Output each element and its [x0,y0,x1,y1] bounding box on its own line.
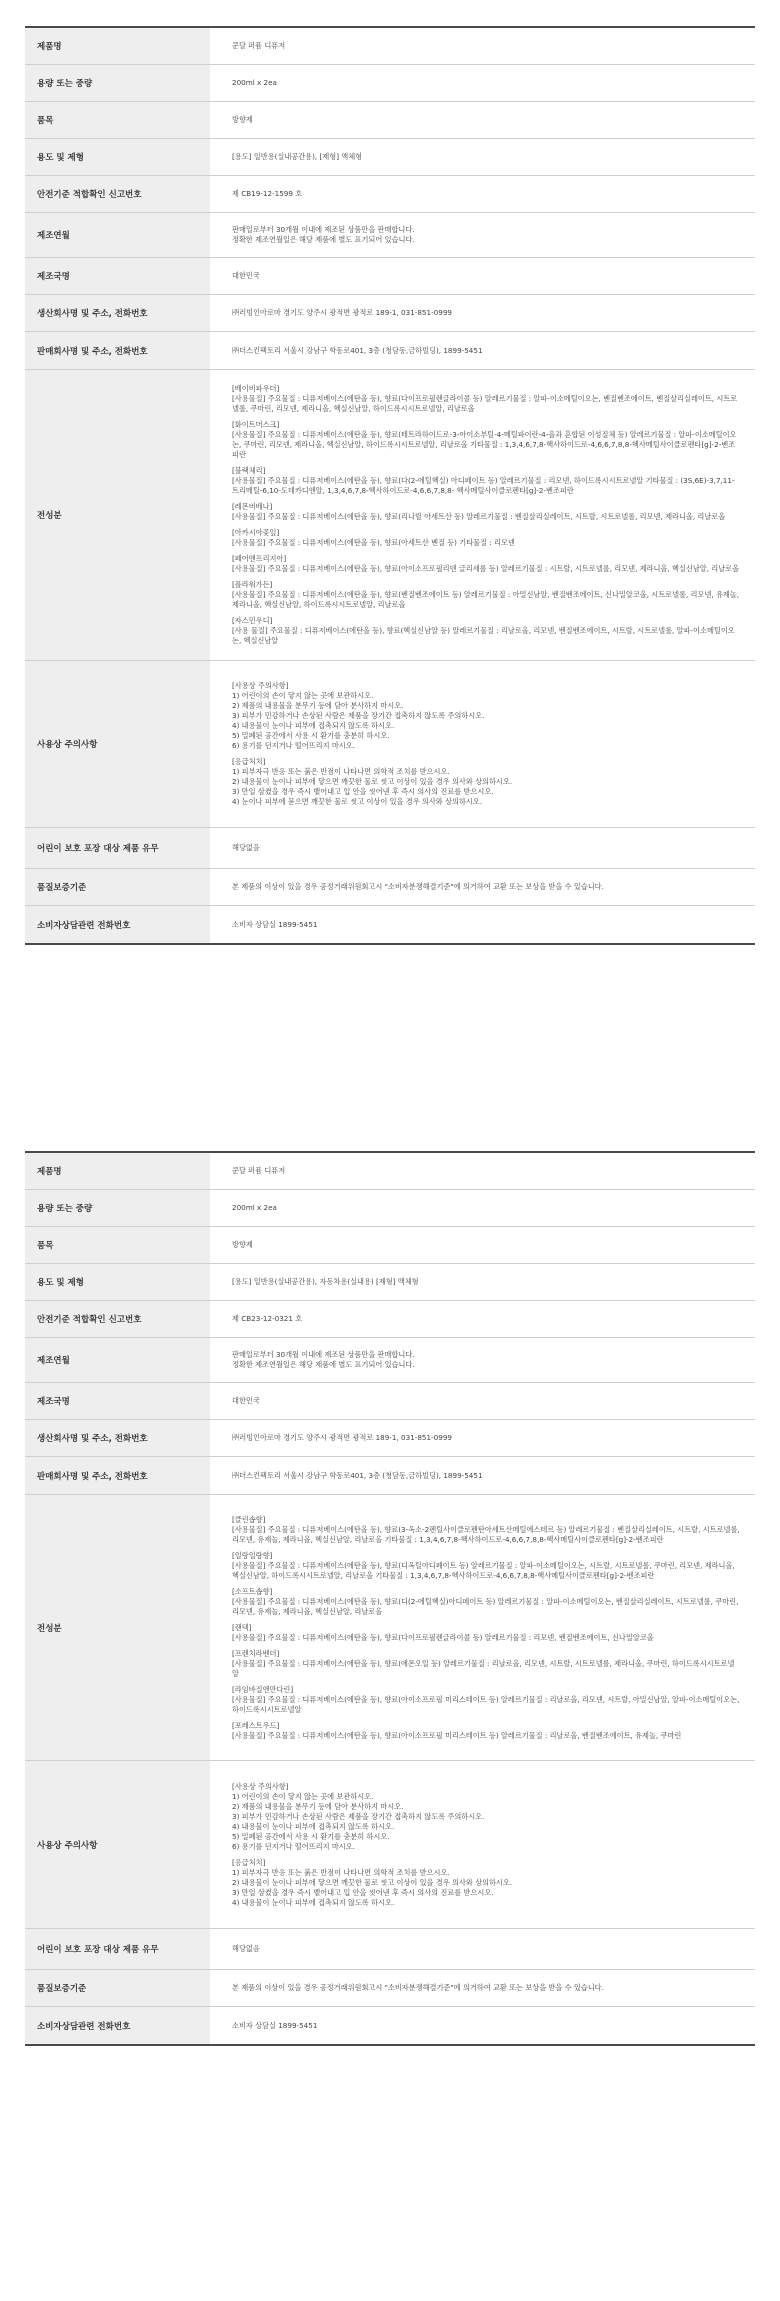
section-title: [라임바질앤만다린] [232,1684,294,1694]
row-value [210,661,755,827]
row-manufacturer [25,295,755,332]
row-value [210,28,755,64]
row-label: 사용상 주의사항 [25,1761,210,1928]
row-item-type [25,1227,755,1264]
row-precautions [25,661,755,828]
value-section [232,528,741,548]
value-line: 대한민국 [232,271,260,280]
row-label: 제조연월 [25,213,210,257]
section-text: [사용물질] 주요물질 : 디퓨저베이스(에탄올 등), 향료(리나릴 아세트산 등) 알레르기물질 : 벤질살리실레이트, 시트랄, 시트로넬롤, 리모넨, 제라니올, 리날로올 [232,512,726,521]
section-title: [블랙체리] [232,466,266,475]
value-line: ㈜러빙인아로마 경기도 양주시 광적면 광적로 189-1, 031-851-0999 [232,1433,452,1442]
row-quality-guarantee [25,1970,755,2007]
row-usage-form [25,139,755,176]
section-text: [사용물질] 주요물질 : 디퓨저베이스(에탄올 등), 향료(다이프로필렌글라이콜 등) 알레르기물질 : 알파-이소메틸이오논, 벤질벤조에이트, 벤질살리실레이트, 시트로넬롤, 쿠마린, 리모넨, 제라니올, 헥실신남알, 하이드록시시트로넬알, 리날로올 [232,394,738,413]
row-value [210,102,755,138]
value-line: 방향제 [232,1240,253,1249]
value-section [232,554,741,574]
value-line: 200ml x 2ea [232,78,277,87]
row-manufacture-date [25,213,755,258]
row-value [210,1301,755,1337]
section-title: [사용상 주의사항] [232,1781,289,1791]
row-value [210,1761,755,1928]
value-line: 제 CB19-12-1599 호 [232,189,303,198]
row-label: 소비자상담관련 전화번호 [25,2007,210,2044]
value-line: 방향제 [232,115,253,124]
value-section [232,1685,741,1715]
row-value [210,370,755,660]
section-text: [사용물질] 주요물질 : 디퓨저베이스(에탄올 등), 향료(에몬오일 등) 알레르기물질 : 리날로올, 리모넨, 시트랄, 시트로넬롤, 제라니올, 쿠마린, 하이드록시시트로넬알 [232,1658,735,1678]
value-line: 정확한 제조연월일은 해당 제품에 별도 표기되어 있습니다. [232,235,415,244]
row-ingredients [25,1495,755,1761]
section-text: [사용물질] 주요물질 : 디퓨저베이스(에탄올 등), 향료(디옥틸아디페이트 등) 알레르기물질 : 알파-이소메틸이오논, 시트랄, 시트로넬롤, 쿠마린, 리모넨, 제라니올, 헥실신남알, 하이드록시시트로넬알, 리날로올 기타물질 : 1,3,4,6,7,8-헥사하이드로-4,6,6,7,8,8-헥사메틸사이클로펜타[g]-2-벤조피란 [232,1560,738,1580]
row-label: 판매회사명 및 주소, 전화번호 [25,1457,210,1494]
row-seller [25,1457,755,1495]
row-precautions [25,1761,755,1929]
value-section [232,1721,741,1741]
value-section [232,1587,741,1617]
row-value [210,213,755,257]
value-line: 해당없음 [232,843,260,852]
row-value [210,1495,755,1760]
row-value [210,65,755,101]
row-seller [25,332,755,370]
row-label: 용량 또는 중량 [25,65,210,101]
value-section [232,616,741,646]
section-text: [사용물질] 주요물질 : 디퓨저베이스(에탄올 등), 향료(테트라하이드로-3-아이소부틸-4-메틸파이란-4-올과 혼합된 이성질체 등) 알레르기물질 : 알파-이소메틸이오논, 쿠마린, 리모넨, 제라니올, 헥실신남알, 하이드록시시트로넬알, 리날로올 기타물질 : 1,3,4,6,7,8-헥사하이드로-4,6,6,7,8,8-헥사메틸사이클로펜타[g]-2-벤조피란 [232,430,737,459]
row-safety-report-number [25,1301,755,1338]
row-value [210,1190,755,1226]
row-label: 품질보증기준 [25,869,210,905]
value-line: 소비자 상담실 1899-5451 [232,919,318,929]
row-label: 어린이 보호 포장 대상 제품 유무 [25,1929,210,1969]
row-consumer-contact [25,906,755,945]
row-value [210,295,755,331]
row-product-name [25,26,755,65]
row-capacity [25,1190,755,1227]
product-info-table-2 [25,1151,755,2046]
row-value [210,1457,755,1494]
row-usage-form [25,1264,755,1301]
section-title: [응급처치] [232,757,266,766]
row-value [210,176,755,212]
value-section [232,466,741,496]
value-line: [용도] 일반용(실내공간용), [제형] 액체형 [232,152,363,161]
row-label: 안전기준 적합확인 신고번호 [25,176,210,212]
value-section [232,502,741,522]
section-text: [사용물질] 주요물질 : 디퓨저베이스(에탄올 등), 향료(아세트산 벤질 등) 기타물질 : 리모넨 [232,538,515,547]
row-value [210,1420,755,1456]
section-title: [페어앤프리지아] [232,554,287,563]
section-text: [사용물질] 주요물질 : 디퓨저베이스(에탄올 등), 향료(아이소프로필 미리스테이트 등) 알레르기물질 : 리날로올, 벤질벤조에이트, 유제놀, 쿠마린 [232,1730,682,1740]
row-label: 소비자상담관련 전화번호 [25,906,210,943]
row-value [210,139,755,175]
row-child-protection [25,1929,755,1970]
value-line: 200ml x 2ea [232,1203,277,1212]
value-line: 해당없음 [232,1944,260,1953]
value-section [232,757,741,807]
section-title: [포레스트우드] [232,1720,280,1730]
section-text: [사용물질] 주요물질 : 디퓨저베이스(에탄올 등), 향료(3-옥소-2펜틸사이클로펜탄아세트산메틸에스테르 등) 알레르기물질 : 벤질살리실레이트, 시트랄, 시트로넬롤, 리모넨, 유제놀, 제라니올, 헥실신남알, 리날로올 기타물질 : 1,3,4,6,7,8-헥사하이드로-4,6,6,7,8,8-헥사메틸사이클로펜타[g]-2-벤조피란 [232,1524,742,1544]
row-label: 제조국명 [25,1383,210,1419]
row-manufacture-date [25,1338,755,1383]
value-line: 본 제품의 이상이 있을 경우 공정거래위원회고시 "소비자분쟁해결기준"에 의거하여 교환 또는 보상을 받을 수 있습니다. [232,882,604,891]
row-label: 제품명 [25,1153,210,1189]
row-label: 용량 또는 중량 [25,1190,210,1226]
section-title: [아카시아꽃잎] [232,528,280,537]
value-line: 판매일로부터 30개월 이내에 제조된 상품만을 판매합니다. [232,1350,415,1359]
section-title: [베이비파우더] [232,384,280,393]
row-capacity [25,65,755,102]
row-value [210,1227,755,1263]
value-section [232,384,741,414]
row-country-of-origin [25,258,755,295]
value-line: ㈜더스킨팩토리 서울시 강남구 학동로401, 3층 (청담동,금하빌딩), 1899-5451 [232,345,483,355]
value-line: 정확한 제조연월일은 해당 제품에 별도 표기되어 있습니다. [232,1360,415,1369]
row-label: 안전기준 적합확인 신고번호 [25,1301,210,1337]
product-info-table-1 [25,26,755,945]
row-label: 제조국명 [25,258,210,294]
section-title: [화이트머스크] [232,420,280,429]
section-title: [프렌치라벤더] [232,1648,280,1658]
row-value [210,828,755,868]
section-text: 1) 피부자극 반응 또는 붉은 반점이 나타나면 의학적 조치를 받으시오. 2) 내용물이 눈이나 피부에 닿으면 깨끗한 물로 씻고 이상이 있을 경우 의사와 상의하시오. 3) 만일 삼켰을 경우 즉시 뱉어내고 입 안을 씻어낸 후 즉시 의사의 진료를 받으시오. 4) 내용물이 눈이나 피부에 접촉되지 않도록 하시오. [232,1867,513,1907]
row-value [210,1929,755,1969]
value-line: 본 제품의 이상이 있을 경우 공정거래위원회고시 "소비자분쟁해결기준"에 의거하여 교환 또는 보상을 받을 수 있습니다. [232,1983,604,1992]
row-consumer-contact [25,2007,755,2046]
row-label: 사용상 주의사항 [25,661,210,827]
section-text: 1) 어린이의 손이 닿지 않는 곳에 보관하시오. 2) 제품의 내용물을 분무기 등에 담아 분사하지 마시오. 3) 피부가 민감하거나 손상된 사람은 제품을 장기간 접촉하지 않도록 주의하시오. 4) 내용물이 눈이나 피부에 접촉되지 않도록 하시오. 5) 밀폐된 공간에서 사용 시 환기를 충분히 하시오. 6) 용기를 던지거나 떨어뜨리지 마시오. [232,1791,485,1851]
row-safety-report-number [25,176,755,213]
row-label: 용도 및 제형 [25,1264,210,1300]
section-text: [사용물질] 주요물질 : 디퓨저베이스(에탄올 등), 향료(다(2-에틸헥실) 아디페이트 등) 알레르기물질 : 리모넨, 하이드록시시트로넬알 기타물질 : (3S,6E)-3,7,11-트리메틸-6,10-도데카디엔알, 1,3,4,6,7,8-헥사하이드로-4,6,6,7,8,8- 헥사메틸사이클로펜타[g]-2-벤조피란 [232,476,735,495]
row-value [210,1338,755,1382]
row-value [210,1970,755,2006]
row-value [210,332,755,369]
value-section [232,681,741,751]
section-text: [사용물질] 주요물질 : 디퓨저베이스(에탄올 등), 향료(다이프로필렌글라이콜 등) 알레르기물질 : 리모넨, 벤질벤조에이트, 신나밀알코올 [232,1632,654,1642]
row-country-of-origin [25,1383,755,1420]
value-line: [용도] 일반용(실내공간용), 자동차용(실내용) [제형] 액체형 [232,1277,419,1286]
value-line: 쿤달 퍼퓸 디퓨저 [232,1166,286,1175]
section-text: [사용물질] 주요물질 : 디퓨저베이스(에탄올 등), 향료(아이소프로필 미리스테이트 등) 알레르기물질 : 리날로올, 리모넨, 시트랄, 아밀신남알, 알파-이소메틸이오논, 하이드록시시트로넬알 [232,1694,742,1714]
section-text: [사용물질] 주요물질 : 디퓨저베이스(에탄올 등), 향료(벤질벤조에이트 등) 알레르기물질 : 아밀신남알, 벤질벤조에이트, 신나밀알코올, 시트로넬롤, 리모넨, 유제놀, 제라니올, 헥실신남알, 하이드록시시트로넬알, 리날로올 [232,590,742,609]
value-line: 소비자 상담실 1899-5451 [232,2020,318,2030]
row-ingredients [25,370,755,661]
row-label: 품목 [25,1227,210,1263]
row-value [210,258,755,294]
row-child-protection [25,828,755,869]
section-title: [레몬버베나] [232,502,273,511]
row-label: 용도 및 제형 [25,139,210,175]
value-line: ㈜러빙인아로마 경기도 양주시 광적면 광적로 189-1, 031-851-0999 [232,308,452,317]
section-title: [사용상 주의사항] [232,681,289,690]
row-quality-guarantee [25,869,755,906]
row-value [210,906,755,943]
row-manufacturer [25,1420,755,1457]
section-title: [클린솝향] [232,1514,266,1524]
row-value [210,2007,755,2044]
section-title: [응급처치] [232,1857,266,1867]
row-item-type [25,102,755,139]
value-section [232,1551,741,1581]
row-product-name [25,1151,755,1190]
section-title: [자스민우디] [232,616,273,625]
row-label: 판매회사명 및 주소, 전화번호 [25,332,210,369]
section-title: [일랑일랑향] [232,1550,273,1560]
value-line: 대한민국 [232,1396,260,1405]
row-label: 제품명 [25,28,210,64]
row-label: 전성분 [25,370,210,660]
value-section [232,1649,741,1679]
row-label: 생산회사명 및 주소, 전화번호 [25,295,210,331]
value-line: 제 CB23-12-0321 호 [232,1314,303,1323]
section-title: [랜덱] [232,1622,252,1632]
row-label: 어린이 보호 포장 대상 제품 유무 [25,828,210,868]
section-title: [소프트솝향] [232,1586,273,1596]
value-section [232,420,741,460]
value-section [232,1782,741,1852]
section-text: [사용 물질] 주요물질 : 디퓨저베이스(에탄올 등), 향료(헥실신남알 등) 알레르기물질 : 리날로올, 리모넨, 벤질벤조에이트, 시트랄, 시트로넬롤, 알파-이소메틸이오논, 헥실신남알 [232,626,735,645]
value-section [232,1858,741,1908]
value-section [232,580,741,610]
row-label: 품목 [25,102,210,138]
row-label: 전성분 [25,1495,210,1760]
section-text: 1) 어린이의 손이 닿지 않는 곳에 보관하시오. 2) 제품의 내용물을 분무기 등에 담아 분사하지 마시오. 3) 피부가 민감하거나 손상된 사람은 제품을 장기간 접촉하지 않도록 주의하시오. 4) 내용물이 눈이나 피부에 접촉되지 않도록 하시오. 5) 밀폐된 공간에서 사용 시 환기를 충분히 하시오. 6) 용기를 던지거나 떨어뜨리지 마시오. [232,691,485,750]
section-text: 1) 피부자극 반응 또는 붉은 반점이 나타나면 의학적 조치를 받으시오. 2) 내용물이 눈이나 피부에 닿으면 깨끗한 물로 씻고 이상이 있을 경우 의사와 상의하시오. 3) 만일 삼켰을 경우 즉시 뱉어내고 입 안을 씻어낸 후 즉시 의사의 진료를 받으시오. 4) 눈이나 피부에 묻으면 깨끗한 물로 씻고 이상이 있을 경우 의사와 상의하시오. [232,767,513,806]
section-title: [플라워가든] [232,580,273,589]
value-line: ㈜더스킨팩토리 서울시 강남구 학동로401, 3층 (청담동,금하빌딩), 1899-5451 [232,1470,483,1480]
row-value [210,1153,755,1189]
row-label: 생산회사명 및 주소, 전화번호 [25,1420,210,1456]
value-section [232,1515,741,1545]
row-value [210,1383,755,1419]
value-line: 쿤달 퍼퓸 디퓨저 [232,41,286,50]
row-value [210,1264,755,1300]
row-value [210,869,755,905]
value-line: 판매일로부터 30개월 이내에 제조된 상품만을 판매합니다. [232,225,415,234]
row-label: 제조연월 [25,1338,210,1382]
section-text: [사용물질] 주요물질 : 디퓨저베이스(에탄올 등), 향료(디(2-에틸헥실)아디페이트 등) 알레르기물질 : 알파-이소메틸이오논, 벤질살리실레이트, 시트로넬롤, 쿠마린, 리모넨, 유제놀, 제라니올, 헥실신남알, 리날로올 [232,1596,741,1616]
section-text: [사용물질] 주요물질 : 디퓨저베이스(에탄올 등), 향료(아이소프로필리덴 글리세롤 등) 알레르기물질 : 시트랄, 시트로넬롤, 리모넨, 제라니올, 헥실신남알, 리날로올 [232,564,740,573]
value-section [232,1623,741,1643]
row-label: 품질보증기준 [25,1970,210,2006]
